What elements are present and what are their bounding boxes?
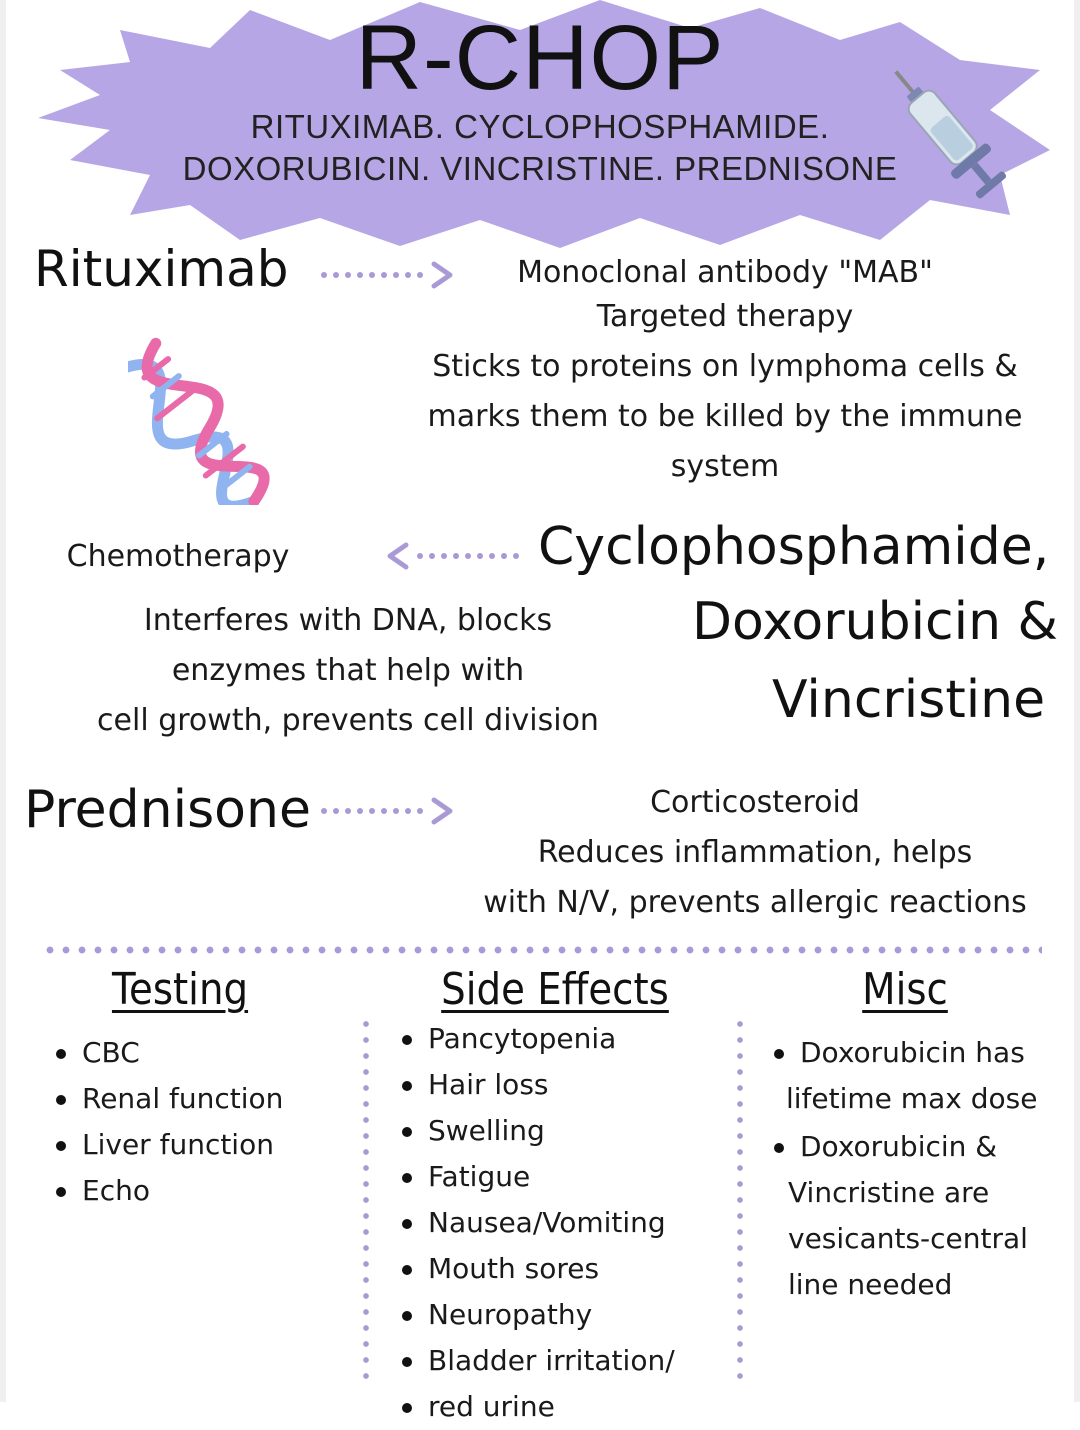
- list-item: Bladder irritation/: [398, 1338, 675, 1384]
- chemo-drug-name-2: Doxorubicin &: [692, 592, 1059, 652]
- rituximab-description: [390, 248, 1060, 492]
- misc-line: Vincristine are: [788, 1176, 990, 1209]
- list-item: CBC: [52, 1030, 283, 1076]
- column-divider: [363, 1016, 369, 1386]
- rituximab-line: marks them to be killed by the immune: [427, 399, 1023, 434]
- list-item: Nausea/Vomiting: [398, 1200, 675, 1246]
- chemo-description: [48, 596, 648, 746]
- rituximab-line: Sticks to proteins on lymphoma cells &: [432, 349, 1018, 384]
- page-title: R-CHOP: [355, 7, 725, 109]
- list-item: Swelling: [398, 1108, 675, 1154]
- prednisone-line: with N/V, prevents allergic reactions: [483, 885, 1027, 920]
- list-item: Neuropathy: [398, 1292, 675, 1338]
- subtitle-line-1: RITUXIMAB. CYCLOPHOSPHAMIDE.: [250, 108, 830, 145]
- arrow-right-icon: [318, 796, 458, 826]
- dna-icon: [128, 305, 318, 505]
- arrow-left-icon: [384, 541, 524, 571]
- prednisone-description: [440, 778, 1070, 928]
- side-effects-list: [398, 1016, 675, 1430]
- chemo-line: cell growth, prevents cell division: [97, 703, 599, 738]
- rituximab-line: Monoclonal antibody "MAB": [517, 255, 933, 290]
- list-item: Mouth sores: [398, 1246, 675, 1292]
- misc-line: vesicants-central: [788, 1222, 1028, 1255]
- list-item: Echo: [52, 1168, 283, 1214]
- column-divider: [737, 1016, 743, 1386]
- prednisone-heading: Prednisone: [24, 780, 311, 840]
- rituximab-line: system: [670, 449, 780, 484]
- chemo-line: enzymes that help with: [171, 653, 525, 688]
- misc-line: lifetime max dose: [786, 1082, 1038, 1115]
- chemo-drug-name-1: Cyclophosphamide,: [538, 517, 1050, 577]
- side-effects-heading: Side Effects: [441, 964, 669, 1015]
- chemo-category: Chemotherapy: [66, 539, 290, 574]
- list-item: Fatigue: [398, 1154, 675, 1200]
- chemo-line: Interferes with DNA, blocks: [143, 603, 553, 638]
- misc-heading: Misc: [862, 964, 948, 1015]
- chemo-drug-name-3: Vincristine: [772, 670, 1046, 730]
- list-item: Renal function: [52, 1076, 283, 1122]
- misc-line: line needed: [788, 1268, 953, 1301]
- misc-item-1: [770, 1030, 1037, 1122]
- misc-line: Doxorubicin has: [770, 1030, 1037, 1076]
- rituximab-heading: Rituximab: [34, 240, 289, 298]
- section-divider: [42, 946, 1042, 954]
- list-item: Pancytopenia: [398, 1016, 675, 1062]
- list-item: Hair loss: [398, 1062, 675, 1108]
- list-item: red urine: [398, 1384, 675, 1430]
- subtitle-line-2: DOXORUBICIN. VINCRISTINE. PREDNISONE: [182, 150, 898, 187]
- testing-list: [52, 1030, 283, 1214]
- prednisone-line: Reduces inflammation, helps: [537, 835, 973, 870]
- misc-line: Doxorubicin &: [770, 1124, 1028, 1170]
- testing-heading: Testing: [111, 964, 249, 1015]
- list-item: Liver function: [52, 1122, 283, 1168]
- rituximab-line: Targeted therapy: [596, 299, 854, 334]
- misc-item-2: [770, 1124, 1028, 1308]
- prednisone-line: Corticosteroid: [650, 785, 860, 820]
